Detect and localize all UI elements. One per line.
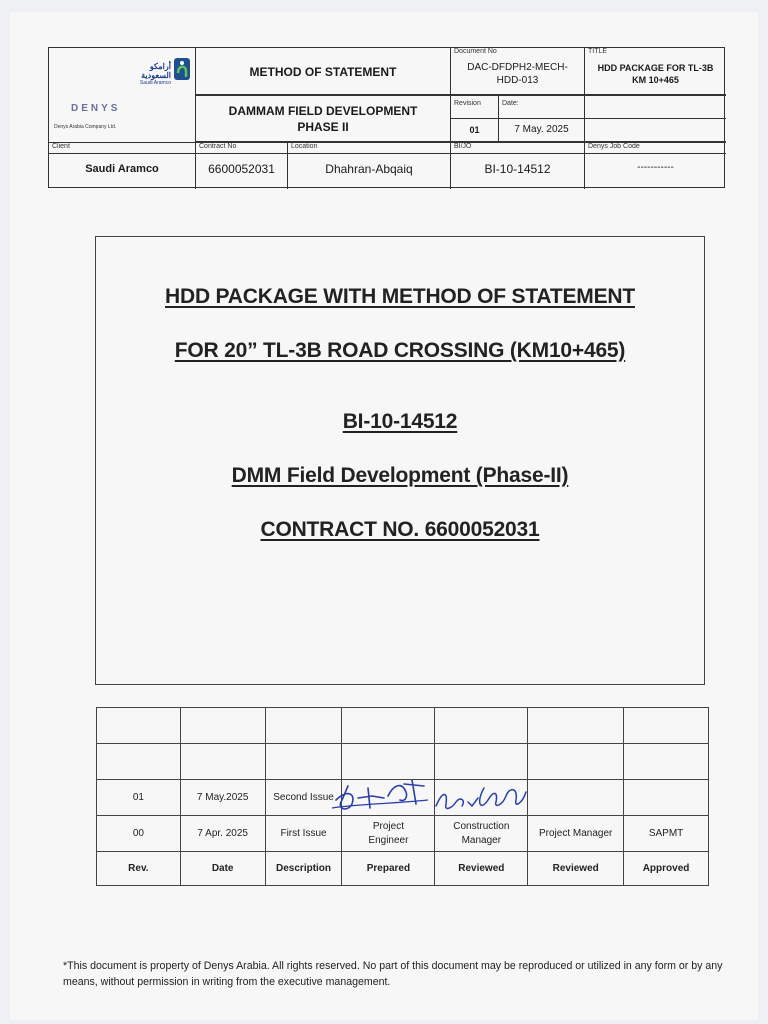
- footer-notice: *This document is property of Denys Arabia. All rights reserved. No part of this document may be reproduced or utilized in any form or by any means, without permission in writing from the executive management.: [63, 960, 723, 988]
- contract-cell: [196, 142, 288, 189]
- revision-label: Revision: [454, 100, 481, 107]
- revision-value: 01: [469, 125, 480, 135]
- cover-line-crossing: FOR 20” TL-3B ROAD CROSSING (KM10+465): [174, 339, 626, 362]
- location-value: Dhahran-Abqaiq: [325, 162, 413, 176]
- date-label: Date:: [502, 100, 519, 107]
- client-value: Saudi Aramco: [85, 163, 159, 175]
- table-row: [97, 816, 709, 852]
- description-cell: First Issue: [265, 816, 342, 852]
- role-project-engineer: Project Engineer: [342, 816, 435, 852]
- denys-company-name: Denys Arabia Company Ltd.: [54, 124, 117, 130]
- description-cell: Second Issue: [265, 780, 342, 816]
- rev-cell: 00: [97, 816, 181, 852]
- header-date: Date: [180, 852, 265, 886]
- header-rev: Rev.: [97, 852, 181, 886]
- location-label: Location: [291, 143, 318, 150]
- role-sapmt: SAPMT: [624, 816, 709, 852]
- bijo-label: BI/JO: [454, 143, 472, 150]
- contract-value: 6600052031: [208, 162, 275, 176]
- rev-cell: 01: [97, 780, 181, 816]
- date-cell: [499, 95, 585, 142]
- bijo-value: BI-10-14512: [484, 162, 551, 176]
- job-code-value: -----------: [637, 162, 674, 173]
- cover-title-box: [95, 236, 705, 685]
- project-title: DAMMAM FIELD DEVELOPMENT PHASE II: [228, 104, 418, 134]
- cover-line-bijo: BI-10-14512: [342, 410, 458, 433]
- cover-line-contract: CONTRACT NO. 6600052031: [260, 518, 540, 541]
- job-code-label: Denys Job Code: [588, 143, 640, 150]
- doc-no-label: Document No: [454, 48, 497, 55]
- aramco-arabic: أرامكو السعودية: [141, 62, 171, 80]
- header-reviewed: Reviewed: [435, 852, 528, 886]
- role-project-manager: Project Manager: [528, 816, 624, 852]
- header-reviewed-2: Reviewed: [528, 852, 624, 886]
- client-cell: [49, 142, 196, 189]
- denys-logo: DENYS: [71, 103, 121, 114]
- table-row: [97, 708, 709, 744]
- doc-no-value: DAC-DFDPH2-MECH-HDD-013: [467, 62, 568, 86]
- aramco-emblem-icon: [173, 57, 191, 81]
- document-header: [48, 47, 725, 188]
- blank-cell: [585, 95, 726, 142]
- date-value: 7 May. 2025: [514, 124, 569, 135]
- revision-cell: [451, 95, 499, 142]
- construction-manager-signature: [432, 778, 532, 818]
- logo-cell: [49, 48, 196, 142]
- cover-line-project: DMM Field Development (Phase-II): [231, 464, 569, 487]
- job-code-cell: [585, 142, 726, 189]
- method-title: METHOD OF STATEMENT: [249, 65, 397, 79]
- header-prepared: Prepared: [342, 852, 435, 886]
- project-engineer-signature: [328, 774, 438, 820]
- project-title-cell: [196, 95, 451, 142]
- date-cell: 7 Apr. 2025: [180, 816, 265, 852]
- table-header-row: [97, 852, 709, 886]
- date-cell: 7 May.2025: [180, 780, 265, 816]
- title-label: TITLE: [588, 48, 608, 55]
- header-description: Description: [265, 852, 342, 886]
- cover-line-package: HDD PACKAGE WITH METHOD OF STATEMENT: [165, 285, 635, 308]
- bijo-cell: [451, 142, 585, 189]
- contract-label: Contract No: [199, 143, 237, 150]
- title-value: HDD PACKAGE FOR TL-3B KM 10+465: [597, 63, 714, 85]
- client-label: Client: [52, 143, 70, 150]
- doc-no-cell: [451, 48, 585, 95]
- header-approved: Approved: [624, 852, 709, 886]
- aramco-logo: [121, 62, 171, 86]
- title-cell: [585, 48, 726, 95]
- role-construction-manager: Construction Manager: [435, 816, 528, 852]
- aramco-english: Saudi Aramco: [139, 80, 171, 86]
- method-title-cell: [196, 48, 451, 95]
- location-cell: [288, 142, 451, 189]
